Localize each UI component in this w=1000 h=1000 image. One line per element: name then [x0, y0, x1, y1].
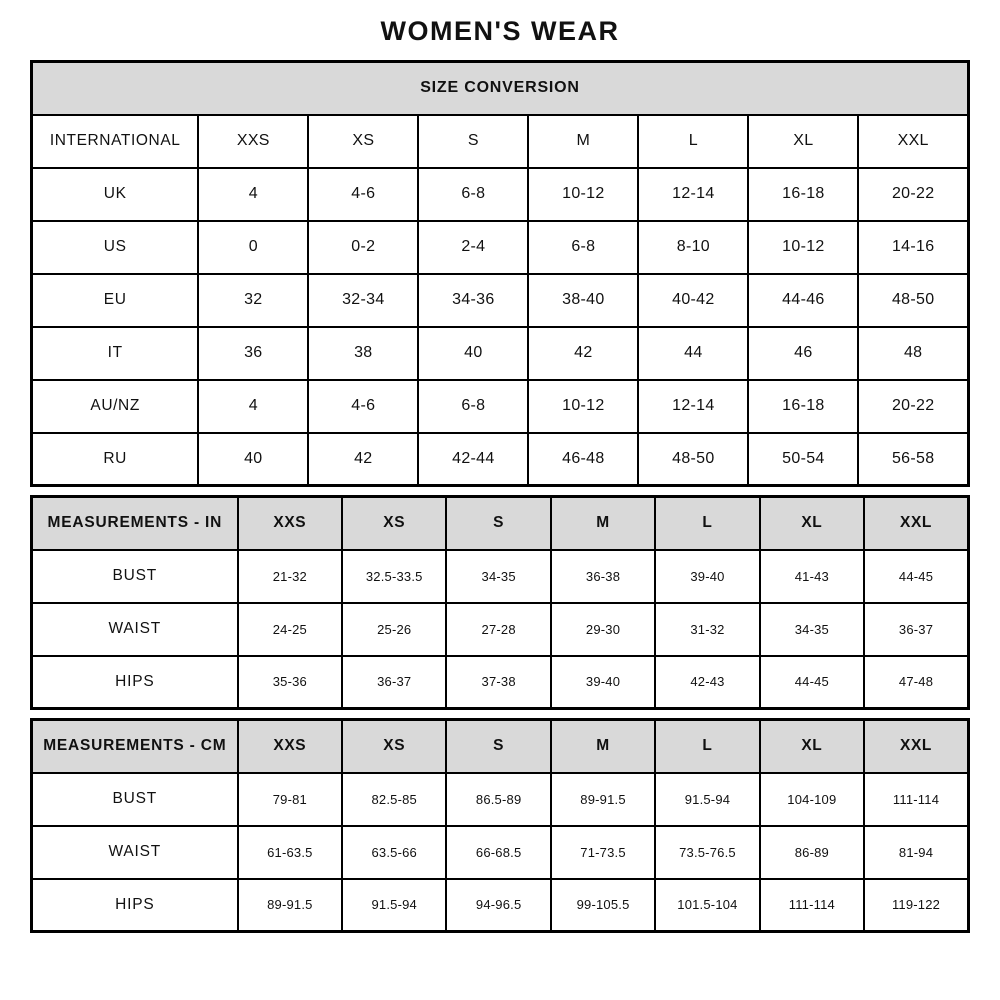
- value-cell: 2-4: [418, 221, 528, 274]
- value-cell: 56-58: [858, 433, 968, 486]
- value-cell: 91.5-94: [655, 773, 759, 826]
- row-label: INTERNATIONAL: [32, 115, 199, 168]
- value-cell: 71-73.5: [551, 826, 655, 879]
- value-cell: 81-94: [864, 826, 968, 879]
- table-row: [32, 879, 969, 932]
- column-header: XL: [760, 720, 864, 773]
- value-cell: 4-6: [308, 380, 418, 433]
- table-row: [32, 603, 969, 656]
- table-row: [32, 115, 969, 168]
- value-cell: 36-37: [342, 656, 446, 709]
- table-row: [32, 274, 969, 327]
- row-label: AU/NZ: [32, 380, 199, 433]
- value-cell: 50-54: [748, 433, 858, 486]
- table-title: MEASUREMENTS - IN: [32, 497, 238, 550]
- value-cell: 4-6: [308, 168, 418, 221]
- row-label: IT: [32, 327, 199, 380]
- column-header: XXL: [864, 497, 968, 550]
- value-cell: 21-32: [238, 550, 342, 603]
- value-cell: 4: [198, 168, 308, 221]
- value-cell: 48: [858, 327, 968, 380]
- value-cell: 20-22: [858, 168, 968, 221]
- value-cell: 31-32: [655, 603, 759, 656]
- column-header: XXS: [238, 720, 342, 773]
- value-cell: 37-38: [446, 656, 550, 709]
- value-cell: 34-36: [418, 274, 528, 327]
- table-row: [32, 380, 969, 433]
- row-label: RU: [32, 433, 199, 486]
- value-cell: 47-48: [864, 656, 968, 709]
- column-header: S: [446, 497, 550, 550]
- value-cell: 10-12: [748, 221, 858, 274]
- value-cell: S: [418, 115, 528, 168]
- value-cell: 79-81: [238, 773, 342, 826]
- column-header: S: [446, 720, 550, 773]
- column-header: L: [655, 497, 759, 550]
- value-cell: XL: [748, 115, 858, 168]
- value-cell: 34-35: [446, 550, 550, 603]
- column-header: XXL: [864, 720, 968, 773]
- value-cell: 27-28: [446, 603, 550, 656]
- column-header: M: [551, 720, 655, 773]
- value-cell: 42: [528, 327, 638, 380]
- value-cell: 44-45: [760, 656, 864, 709]
- value-cell: 32-34: [308, 274, 418, 327]
- value-cell: 40-42: [638, 274, 748, 327]
- row-label: WAIST: [32, 603, 238, 656]
- column-header: XS: [342, 720, 446, 773]
- value-cell: 6-8: [418, 380, 528, 433]
- value-cell: 44-45: [864, 550, 968, 603]
- value-cell: 10-12: [528, 380, 638, 433]
- value-cell: 0: [198, 221, 308, 274]
- value-cell: 86.5-89: [446, 773, 550, 826]
- value-cell: 40: [418, 327, 528, 380]
- table-row: [32, 720, 969, 773]
- value-cell: 91.5-94: [342, 879, 446, 932]
- value-cell: 63.5-66: [342, 826, 446, 879]
- value-cell: 16-18: [748, 168, 858, 221]
- value-cell: 46: [748, 327, 858, 380]
- row-label: BUST: [32, 550, 238, 603]
- value-cell: 89-91.5: [238, 879, 342, 932]
- value-cell: 6-8: [418, 168, 528, 221]
- table-row: [32, 497, 969, 550]
- value-cell: 12-14: [638, 168, 748, 221]
- value-cell: 36-38: [551, 550, 655, 603]
- row-label: HIPS: [32, 879, 238, 932]
- value-cell: 94-96.5: [446, 879, 550, 932]
- value-cell: XXS: [198, 115, 308, 168]
- column-header: XXS: [238, 497, 342, 550]
- value-cell: 32.5-33.5: [342, 550, 446, 603]
- value-cell: 48-50: [858, 274, 968, 327]
- table-row: [32, 773, 969, 826]
- page-title: WOMEN'S WEAR: [380, 16, 620, 46]
- value-cell: XXL: [858, 115, 968, 168]
- row-label: EU: [32, 274, 199, 327]
- value-cell: 10-12: [528, 168, 638, 221]
- table-row: [32, 168, 969, 221]
- row-label: HIPS: [32, 656, 238, 709]
- value-cell: 39-40: [655, 550, 759, 603]
- value-cell: 32: [198, 274, 308, 327]
- table-row: [32, 62, 969, 115]
- column-header: XS: [342, 497, 446, 550]
- value-cell: 101.5-104: [655, 879, 759, 932]
- value-cell: 0-2: [308, 221, 418, 274]
- value-cell: 99-105.5: [551, 879, 655, 932]
- value-cell: 14-16: [858, 221, 968, 274]
- value-cell: XS: [308, 115, 418, 168]
- measurements-cm-table: [30, 718, 970, 933]
- table-title: MEASUREMENTS - CM: [32, 720, 238, 773]
- value-cell: 16-18: [748, 380, 858, 433]
- value-cell: 66-68.5: [446, 826, 550, 879]
- table-row: [32, 656, 969, 709]
- size-conversion-table: [30, 60, 970, 487]
- value-cell: 8-10: [638, 221, 748, 274]
- value-cell: 38: [308, 327, 418, 380]
- value-cell: 73.5-76.5: [655, 826, 759, 879]
- value-cell: 41-43: [760, 550, 864, 603]
- size-conversion-title: SIZE CONVERSION: [32, 62, 969, 115]
- table-row: [32, 221, 969, 274]
- value-cell: 34-35: [760, 603, 864, 656]
- value-cell: 29-30: [551, 603, 655, 656]
- value-cell: 36: [198, 327, 308, 380]
- column-header: XL: [760, 497, 864, 550]
- value-cell: 86-89: [760, 826, 864, 879]
- row-label: WAIST: [32, 826, 238, 879]
- value-cell: L: [638, 115, 748, 168]
- value-cell: 89-91.5: [551, 773, 655, 826]
- row-label: BUST: [32, 773, 238, 826]
- value-cell: 40: [198, 433, 308, 486]
- row-label: US: [32, 221, 199, 274]
- value-cell: 20-22: [858, 380, 968, 433]
- value-cell: 44: [638, 327, 748, 380]
- table-row: [32, 550, 969, 603]
- value-cell: 48-50: [638, 433, 748, 486]
- value-cell: 111-114: [760, 879, 864, 932]
- value-cell: 4: [198, 380, 308, 433]
- value-cell: 25-26: [342, 603, 446, 656]
- column-header: M: [551, 497, 655, 550]
- value-cell: 42-43: [655, 656, 759, 709]
- value-cell: 82.5-85: [342, 773, 446, 826]
- value-cell: 35-36: [238, 656, 342, 709]
- measurements-in-table: [30, 495, 970, 710]
- row-label: UK: [32, 168, 199, 221]
- value-cell: 104-109: [760, 773, 864, 826]
- value-cell: 42-44: [418, 433, 528, 486]
- value-cell: 111-114: [864, 773, 968, 826]
- value-cell: 119-122: [864, 879, 968, 932]
- table-row: [32, 826, 969, 879]
- value-cell: 39-40: [551, 656, 655, 709]
- value-cell: 36-37: [864, 603, 968, 656]
- column-header: L: [655, 720, 759, 773]
- value-cell: 42: [308, 433, 418, 486]
- value-cell: 61-63.5: [238, 826, 342, 879]
- table-row: [32, 433, 969, 486]
- value-cell: 46-48: [528, 433, 638, 486]
- value-cell: 24-25: [238, 603, 342, 656]
- value-cell: 44-46: [748, 274, 858, 327]
- table-row: [32, 327, 969, 380]
- value-cell: 12-14: [638, 380, 748, 433]
- value-cell: 6-8: [528, 221, 638, 274]
- value-cell: 38-40: [528, 274, 638, 327]
- value-cell: M: [528, 115, 638, 168]
